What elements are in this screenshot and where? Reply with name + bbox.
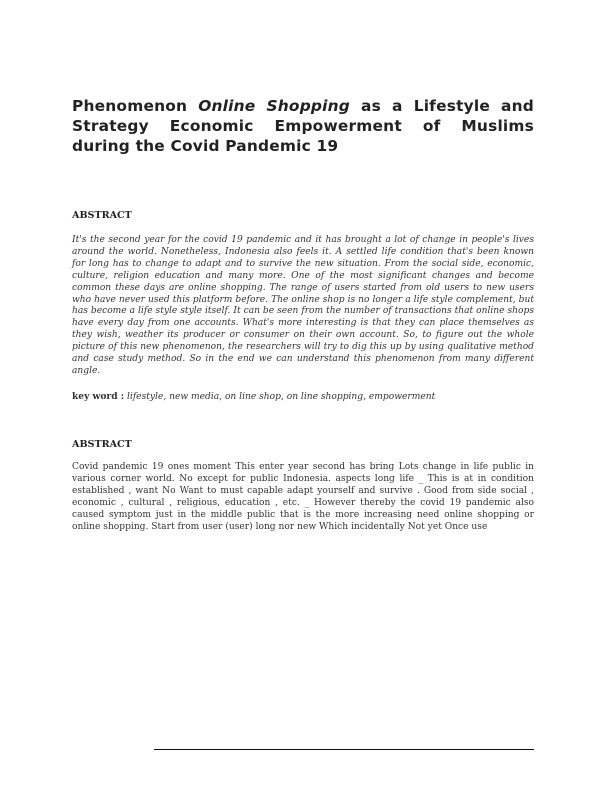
title-emphasis: Online Shopping [198, 97, 350, 115]
title-part-2: as a Lifestyle and Strategy Economic Empowerment of Muslims during the Covid Pandemic 19 [72, 97, 534, 155]
abstract-body-translated: Covid pandemic 19 ones moment This enter year second has bring Lots change in life public in various corner world. No except for public Indonesia. aspects long life _ This is at in condition established , want No Want to must capable adapt yourself and survive . Good from side social , economic , cultural , religious, education , etc. _ However thereby the covid 19 pandemic also caused symptom just in the middle public that is the more increasing need online shopping or online shopping. Start from user (user) long nor new Which incidentally Not yet Once use [72, 462, 534, 532]
footnote-separator-line [154, 749, 534, 750]
keywords-value: lifestyle, new media, on line shop, on line shopping, empowerment [124, 392, 436, 402]
abstract-heading-english: ABSTRACT [72, 210, 132, 221]
keywords-line [72, 391, 534, 403]
abstract-body-english: It's the second year for the covid 19 pandemic and it has brought a lot of change in people's lives around the world. Nonetheless, Indonesia also feels it. A settled life condition that's been known for long has to change to adapt and to survive the new situation. From the social side, economic, culture, religion education and many more. One of the most significant changes and become common these days are online shopping. The range of users started from old users to new users who have never used this platform before. The online shop is no longer a life style complement, but has become a life style style itself. It can be seen from the number of transactions that online shops have every day from one accounts. What's more interesting is that they can place themselves as they wish, weather its producer or consumer on their own account. So, to figure out the whole picture of this new phenomenon, the researchers will try to dig this up by using qualitative method and case study method. So in the end we can understand this phenomenon from many different angle. [72, 235, 534, 376]
title-part-1: Phenomenon [72, 97, 199, 115]
abstract-heading-translated: ABSTRACT [72, 439, 132, 450]
paper-title [72, 96, 534, 156]
keywords-label: key word : [72, 391, 125, 402]
